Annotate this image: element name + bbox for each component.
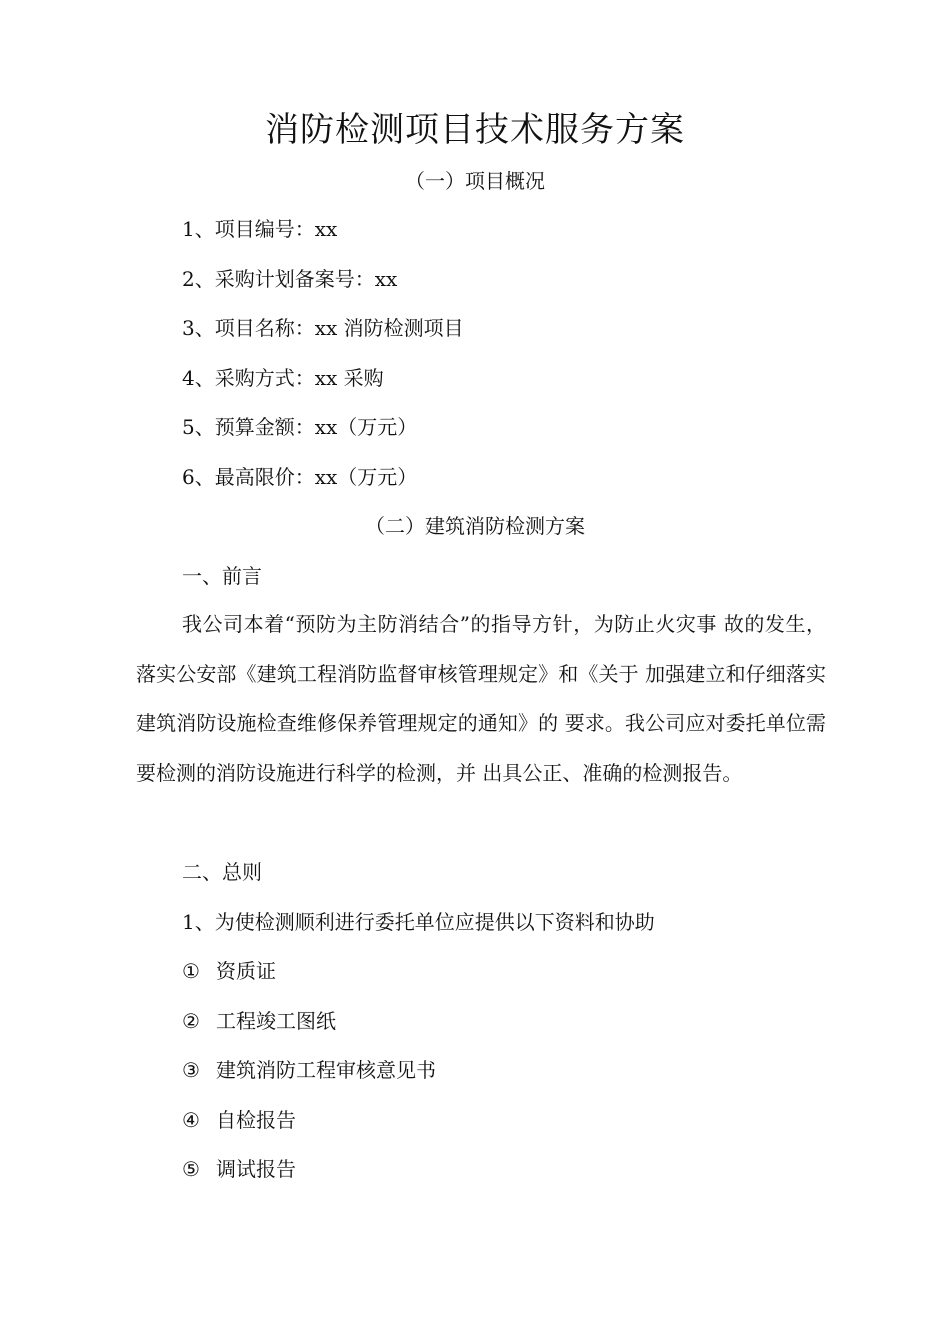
material-item: [182, 1154, 296, 1184]
material-marker: ⑤: [182, 1157, 200, 1181]
material-text: 建筑消防工程审核意见书: [216, 1058, 436, 1082]
document-title: 消防检测项目技术服务方案: [265, 110, 685, 150]
overview-item: 6、最高限价：xx（万元）: [182, 465, 418, 489]
section-heading-plan: （二）建筑消防检测方案: [365, 514, 585, 538]
material-marker: ②: [182, 1009, 200, 1033]
material-item: [182, 1105, 296, 1135]
overview-item: 1、项目编号：xx: [182, 217, 338, 241]
general-item: 1、为使检测顺利进行委托单位应提供以下资料和协助: [182, 910, 655, 934]
material-text: 资质证: [216, 959, 276, 983]
general-heading: 二、总则: [182, 860, 262, 884]
material-marker: ③: [182, 1058, 200, 1082]
overview-item: 5、预算金额：xx（万元）: [182, 415, 418, 439]
material-text: 工程竣工图纸: [216, 1009, 336, 1033]
material-text: 自检报告: [216, 1108, 296, 1132]
material-item: [182, 1055, 436, 1085]
material-marker: ④: [182, 1108, 200, 1132]
section-heading-overview: （一）项目概况: [405, 169, 545, 193]
preface-paragraph: 我公司本着“预防为主防消结合”的指导方针，为防止火灾事 故的发生，落实公安部《建筑工程消防监督审核管理规定》和《关于 加强建立和仔细落实建筑消防设施检查维修保养管理规定的通知》的 要求。我公司应对委托单位需要检测的消防设施进行科学的检测，并 出具公正、准确的检测报告。: [136, 612, 826, 785]
material-marker: ①: [182, 959, 200, 983]
material-text: 调试报告: [216, 1157, 296, 1181]
preface-heading: 一、前言: [182, 564, 262, 588]
overview-item: 2、采购计划备案号：xx: [182, 267, 398, 291]
material-item: [182, 1006, 336, 1036]
overview-item: 3、项目名称：xx 消防检测项目: [182, 316, 464, 340]
material-item: [182, 956, 276, 986]
overview-item: 4、采购方式：xx 采购: [182, 366, 384, 390]
